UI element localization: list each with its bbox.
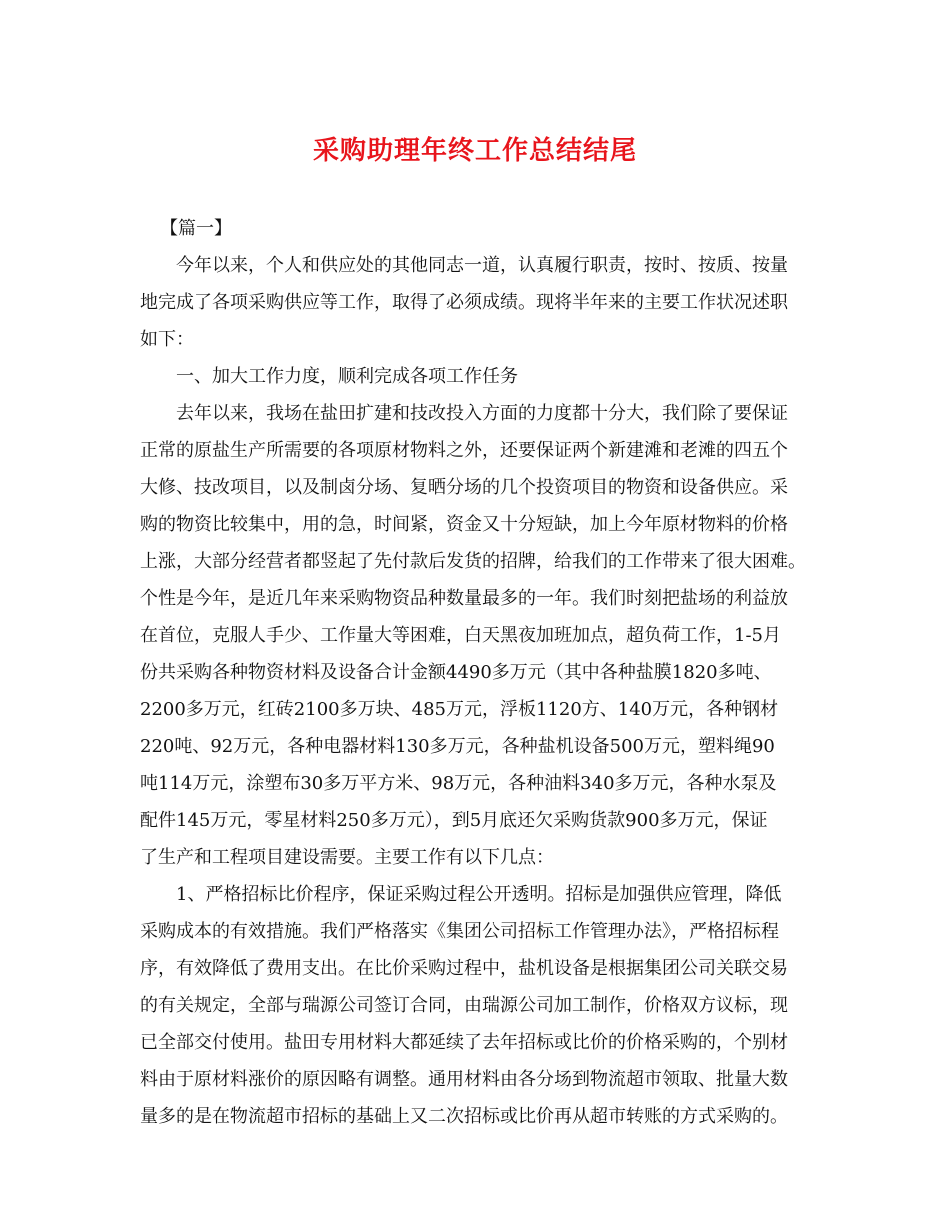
paragraph-line: 的有关规定，全部与瑞源公司签订合同，由瑞源公司加工制作，价格双方议标，现 bbox=[140, 995, 788, 1016]
paragraph-line: 采购成本的有效措施。我们严格落实《集团公司招标工作管理办法》，严格招标程 bbox=[140, 921, 779, 942]
paragraph-line: 料由于原材料涨价的原因略有调整。通用材料由各分场到物流超市领取、批量大数 bbox=[140, 1069, 788, 1090]
paragraph-line: 如下： bbox=[140, 329, 194, 350]
paragraph-line: 去年以来，我场在盐田扩建和技改投入方面的力度都十分大，我们除了要保证 bbox=[176, 403, 788, 424]
section-heading: 一、加大工作力度，顺利完成各项工作任务 bbox=[176, 366, 518, 387]
paragraph-line: 配件145万元，零星材料250多万元），到5月底还欠采购货款900多万元，保证 bbox=[140, 810, 768, 831]
section-tag: 【篇一】 bbox=[160, 218, 232, 239]
paragraph-line: 了生产和工程项目建设需要。主要工作有以下几点： bbox=[140, 847, 554, 868]
paragraph-line: 正常的原盐生产所需要的各项原材物料之外，还要保证两个新建滩和老滩的四五个 bbox=[140, 440, 788, 461]
paragraph-line: 份共采购各种物资材料及设备合计金额4490多万元（其中各种盐膜1820多吨、 bbox=[140, 662, 772, 683]
paragraph-line: 2200多万元，红砖2100多万块、485万元，浮板1120方、140万元，各种钢材 bbox=[140, 699, 779, 720]
paragraph-line: 220吨、92万元，各种电器材料130多万元，各种盐机设备500万元，塑料绳90 bbox=[140, 736, 775, 757]
paragraph-line: 已全部交付使用。盐田专用材料大都延续了去年招标或比价的价格采购的，个别材 bbox=[140, 1032, 788, 1053]
paragraph-line: 购的物资比较集中，用的急，时间紧，资金又十分短缺，加上今年原材物料的价格 bbox=[140, 514, 788, 535]
paragraph-line: 1、严格招标比价程序，保证采购过程公开透明。招标是加强供应管理，降低 bbox=[176, 884, 782, 905]
document-body bbox=[140, 210, 820, 1135]
paragraph-line: 序，有效降低了费用支出。在比价采购过程中，盐机设备是根据集团公司关联交易 bbox=[140, 958, 788, 979]
paragraph-line: 个性是今年，是近几年来采购物资品种数量最多的一年。我们时刻把盐场的利益放 bbox=[140, 588, 788, 609]
document-title: 采购助理年终工作总结结尾 bbox=[312, 136, 637, 166]
paragraph-line: 量多的是在物流超市招标的基础上又二次招标或比价再从超市转账的方式采购的。 bbox=[140, 1106, 788, 1127]
paragraph-line: 今年以来，个人和供应处的其他同志一道，认真履行职责，按时、按质、按量 bbox=[176, 255, 788, 276]
paragraph-line: 大修、技改项目，以及制卤分场、复晒分场的几个投资项目的物资和设备供应。采 bbox=[140, 477, 788, 498]
paragraph-line: 吨114万元，涂塑布30多万平方米、98万元，各种油料340多万元，各种水泵及 bbox=[140, 773, 777, 794]
paragraph-line: 地完成了各项采购供应等工作，取得了必须成绩。现将半年来的主要工作状况述职 bbox=[140, 292, 788, 313]
paragraph-line: 在首位，克服人手少、工作量大等困难，白天黑夜加班加点，超负荷工作，1-5月 bbox=[140, 625, 781, 646]
paragraph-line: 上涨，大部分经营者都竖起了先付款后发货的招牌，给我们的工作带来了很大困难。 bbox=[140, 551, 806, 572]
